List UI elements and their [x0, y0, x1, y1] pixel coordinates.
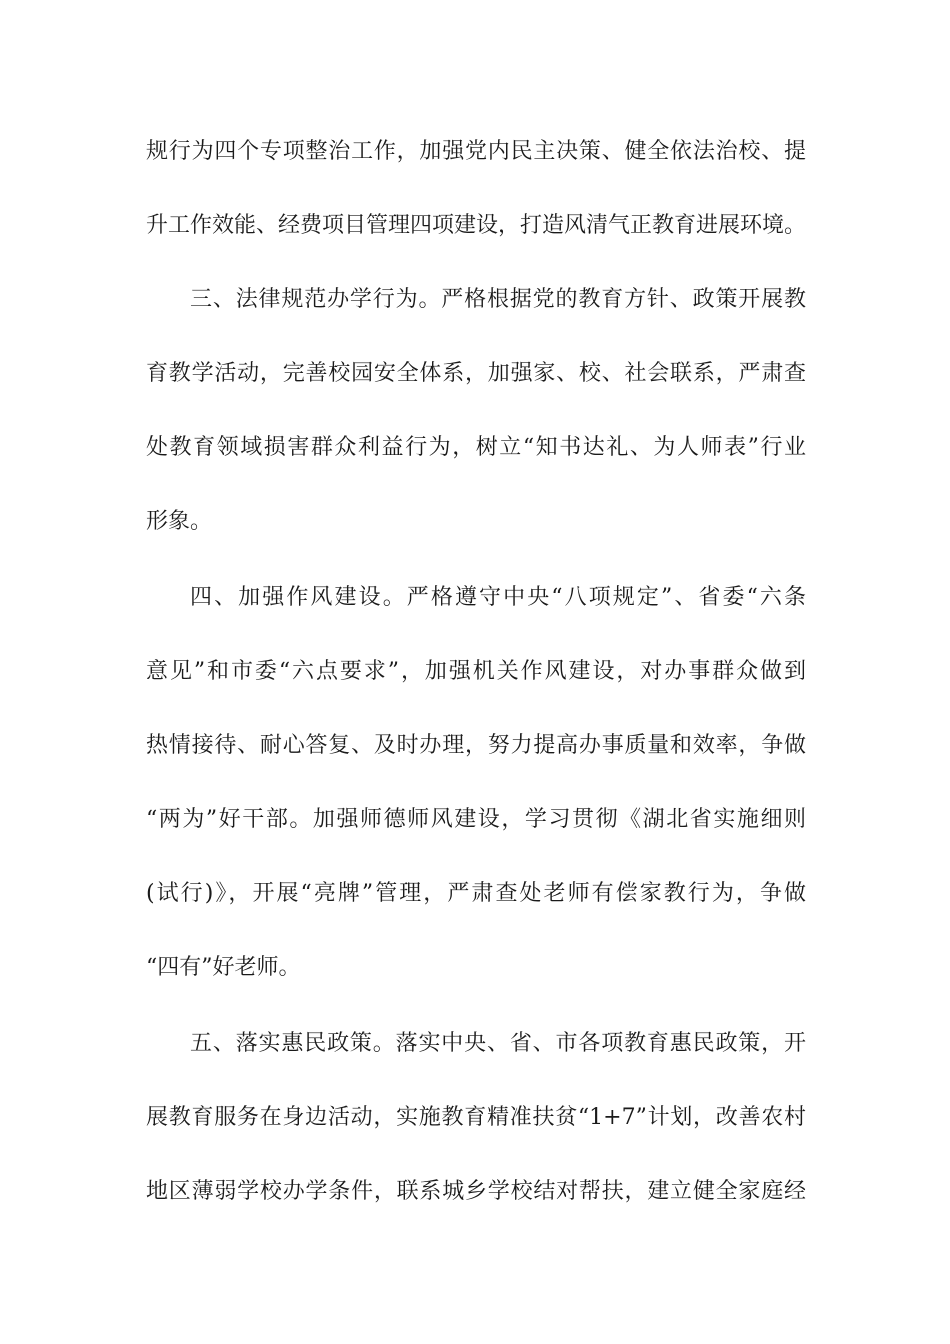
text-line: 育教学活动，完善校园安全体系，加强家、校、社会联系，严肃查: [146, 361, 806, 386]
paragraph-heading-4: 四、加强作风建设。严格遵守中央“八项规定”、省委“六条: [190, 585, 806, 610]
paragraph-heading-5: 五、落实惠民政策。落实中央、省、市各项教育惠民政策，开: [190, 1031, 806, 1056]
text-line: “两为”好干部。加强师德师风建设，学习贯彻《湖北省实施细则: [146, 807, 806, 832]
text-line: 升工作效能、经费项目管理四项建设，打造风清气正教育进展环境。: [146, 213, 807, 238]
paragraph-heading-3: 三、法律规范办学行为。严格根据党的教育方针、政策开展教: [190, 287, 806, 312]
text-line: 意见”和市委“六点要求”，加强机关作风建设，对办事群众做到: [146, 659, 806, 684]
text-line: 规行为四个专项整治工作，加强党内民主决策、健全依法治校、提: [146, 139, 806, 164]
text-line: 热情接待、耐心答复、及时办理，努力提高办事质量和效率，争做: [146, 733, 806, 758]
text-line: (试行)》，开展“亮牌”管理，严肃查处老师有偿家教行为，争做: [146, 881, 806, 906]
text-line: 地区薄弱学校办学条件，联系城乡学校结对帮扶，建立健全家庭经: [146, 1179, 806, 1204]
text-line: 处教育领域损害群众利益行为，树立“知书达礼、为人师表”行业: [146, 435, 806, 460]
text-line: 展教育服务在身边活动，实施教育精准扶贫“1+7”计划，改善农村: [146, 1105, 806, 1130]
text-line: 形象。: [146, 509, 213, 534]
text-line: “四有”好老师。: [146, 955, 301, 980]
